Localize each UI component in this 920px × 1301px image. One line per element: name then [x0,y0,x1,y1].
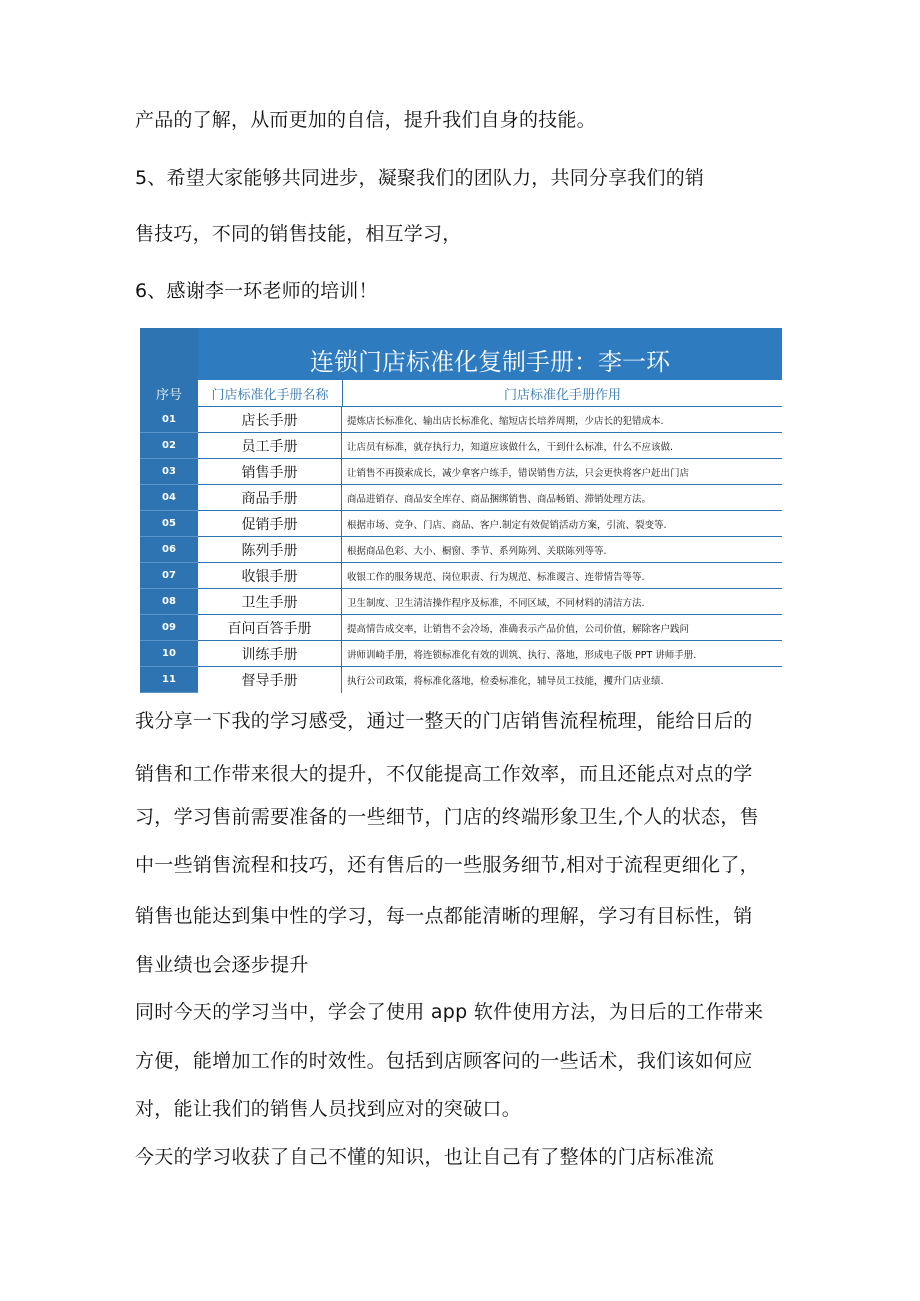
row-no: 05 [140,511,198,537]
table-header-row [140,380,782,407]
row-no: 09 [140,615,198,641]
row-use: 根据商品色彩、大小、橱窗、季节、系列陈列、关联陈列等等. [342,537,782,563]
row-use: 讲师训崎手册，将连锁标准化有效的训筑、执行、落地，形成电子版 PPT 讲师手册. [342,641,782,667]
row-use: 收银工作的服务规范、岗位职责、行为规范、标准谡言、连带情告等等. [342,563,782,589]
intro-line-3: 售技巧，不同的销售技能，相互学习， [135,223,462,245]
body-line-10: 今天的学习收获了自己不懂的知识，也让自己有了整体的门店标准流 [135,1146,715,1168]
body-line-4: 中一些销售流程和技巧，还有售后的一些服务细节,相对于流程更细化了， [135,854,759,876]
table-corner [140,328,198,380]
intro-line-4: 6、感谢李一环老师的培训！ [135,280,378,302]
intro-line-1: 产品的了解，从而更加的自信，提升我们自身的技能。 [135,109,596,131]
table-title: 连锁门店标准化复制手册：李一环 [198,328,782,380]
row-name: 销售手册 [198,459,342,485]
body-line-8: 方便，能增加工作的时效性。包括到店顾客问的一些话术，我们该如何应 [135,1050,753,1072]
row-use: 商品进销存、商品安全库存、商品捆绑销售、商品畅销、滞销处理方法。 [342,485,782,511]
table-row [140,407,782,433]
table-title-bar [140,328,782,380]
row-name: 百问百答手册 [198,615,342,641]
row-use: 提高情告成交率，让销售不会冷场，准确表示产品价值，公司价值，解除客户践问 [342,615,782,641]
table-row [140,511,782,537]
row-name: 商品手册 [198,485,342,511]
row-name: 店长手册 [198,407,342,433]
row-use: 卫生制度、卫生清洁操作程序及标准，不同区域，不同材料的清洁方法. [342,589,782,615]
row-use: 让销售不再摸索成长，减少拿客户练手，错误销售方法，只会更快将客户赶出门店 [342,459,782,485]
row-no: 10 [140,641,198,667]
row-no: 04 [140,485,198,511]
row-no: 01 [140,407,198,433]
table-row [140,433,782,459]
body-line-2: 销售和工作带来很大的提升，不仅能提高工作效率，而且还能点对点的学 [135,763,753,785]
manual-table [140,328,782,693]
header-no: 序号 [140,380,198,406]
row-no: 06 [140,537,198,563]
table-row [140,641,782,667]
row-name: 督导手册 [198,667,342,693]
row-name: 促销手册 [198,511,342,537]
header-use: 门店标准化手册作用 [503,387,621,403]
body-line-9: 对，能让我们的销售人员找到应对的突破口。 [135,1098,522,1120]
body-line-1: 我分享一下我的学习感受，通过一整天的门店销售流程梳理，能给日后的 [135,710,753,732]
row-no: 07 [140,563,198,589]
intro-line-2: 5、希望大家能够共同进步，凝聚我们的团队力，共同分享我们的销 [135,167,705,189]
row-name: 员工手册 [198,433,342,459]
row-name: 收银手册 [198,563,342,589]
row-name: 训练手册 [198,641,342,667]
row-no: 02 [140,433,198,459]
body-line-7: 同时今天的学习当中，学会了使用 app 软件使用方法，为日后的工作带来 [135,1001,764,1023]
row-name: 卫生手册 [198,589,342,615]
table-row [140,485,782,511]
row-use: 提炼店长标准化、输出店长标准化、缩短店长培养周期，少店长的犯错成本. [342,407,782,433]
row-use: 执行公司政策，将标准化落地，检委标准化，辅导员工技能，攫升门店业绩. [347,676,664,687]
table-row [140,563,782,589]
body-line-5: 销售也能达到集中性的学习，每一点都能清晰的理解，学习有目标性，销 [135,905,753,927]
row-name: 陈列手册 [198,537,342,563]
row-no: 11 [140,667,198,693]
row-no: 08 [140,589,198,615]
table-row [140,459,782,485]
row-use: 让店员有标准，就存执行力，知道应该做什么，干到什么标准，什么不应该做. [342,433,782,459]
body-line-3: 习，学习售前需要准备的一些细节，门店的终端形象卫生,个人的状态，售 [135,806,759,828]
table-row [140,615,782,641]
table-row [140,589,782,615]
table-row [140,667,782,693]
row-no: 03 [140,459,198,485]
header-name: 门店标准化手册名称 [198,380,343,406]
body-line-6: 售业绩也会逐步提升 [135,954,309,976]
row-use: 根据市场、竞争、门店、商品、客户.制定有效促销活动方案，引流、裂变等. [342,511,782,537]
table-row [140,537,782,563]
